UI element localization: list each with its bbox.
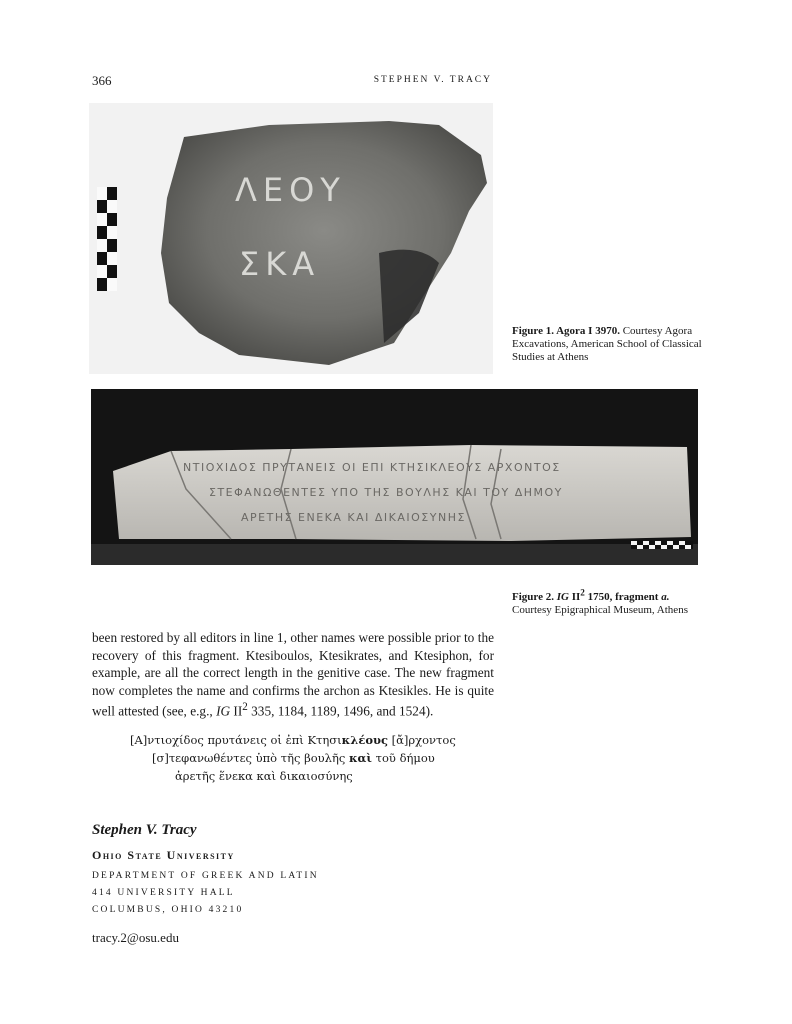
caption-ig: IG	[556, 590, 569, 603]
figure-1-caption-text: Courtesy Agora Excavations, American School of Classical Studies at Athens	[512, 325, 702, 363]
figure-2-caption-label	[512, 587, 670, 603]
greek-line-1-bold: κλέους	[341, 733, 388, 747]
greek-line-3: ἀρετῆς ἕνεκα καὶ δικαιοσύνης	[175, 769, 353, 783]
caption-roman: II	[568, 590, 581, 603]
greek-line-1-b: [ἄ]ρχοντος	[388, 733, 456, 747]
block-inscription-line-1: ΝΤΙΟΧΙΔΟΣ ΠΡΥΤΑΝΕΙΣ ΟΙ ΕΠΙ ΚΤΗΣΙΚΛΕΟΥΣ ΑΡΧΟΝΤΟΣ	[183, 461, 561, 474]
figure-2-caption-text: Courtesy Epigraphical Museum, Athens	[512, 603, 688, 616]
caption-a: a.	[661, 590, 670, 603]
greek-line-2-b: τοῦ δήμου	[371, 751, 435, 765]
figure-2-caption	[512, 586, 732, 617]
author-email[interactable]: tracy.2@osu.edu	[92, 930, 179, 945]
body-text-b: 335, 1184, 1189, 1496, and 1524).	[247, 703, 434, 719]
greek-line-1	[130, 731, 456, 749]
page-header	[92, 73, 492, 91]
author-name: Stephen V. Tracy	[92, 822, 197, 838]
figure-1-image	[89, 103, 493, 374]
body-ig-roman: II	[230, 703, 243, 719]
figure-1-photo	[89, 103, 493, 374]
figure-1-caption-label: Figure 1. Agora I 3970.	[512, 325, 620, 337]
figure-2-photo	[91, 389, 698, 565]
greek-line-2	[152, 749, 435, 767]
inscription-line-1: ΛΕΟΥ	[235, 171, 346, 209]
figure-2-image	[91, 389, 698, 565]
caption-sup: 2	[580, 587, 585, 597]
address-line-2: COLUMBUS, OHIO 43210	[92, 905, 244, 915]
running-head: STEPHEN V. TRACY	[373, 75, 492, 85]
body-text-a: been restored by all editors in line 1, other names were possible prior to the recovery of this fragment. Ktesiboulos, Ktesikrates, and Ktesiphon, for example, are all the correct length in the genitive case. The new fragment now completes the name and confirms the archon as Ktesikles. He is quite well attested (see, e.g.,	[92, 630, 494, 719]
scale-bar-2	[631, 541, 693, 549]
greek-line-2-bold: καὶ	[348, 751, 372, 765]
body-ig-sup: 2	[242, 701, 248, 714]
department: DEPARTMENT OF GREEK AND LATIN	[92, 871, 319, 881]
block-inscription-line-2: ΣΤΕΦΑΝΩΘΕΝΤΕΣ ΥΠΟ ΤΗΣ ΒΟΥΛΗΣ ΚΑΙ ΤΟΥ ΔΗΜΟΥ	[209, 486, 563, 499]
figure-1-caption	[512, 325, 712, 364]
university: Ohio State University	[92, 848, 235, 862]
greek-line-2-a: [σ]τεφανωθέντες ὑπὸ τῆς βουλῆς	[152, 751, 349, 765]
block-inscription-line-3: ΑΡΕΤΗΣ ΕΝΕΚΑ ΚΑΙ ΔΙΚΑΙΟΣΥΝΗΣ	[241, 511, 466, 524]
page-number: 366	[92, 73, 112, 88]
caption-prefix: Figure 2.	[512, 590, 557, 603]
body-paragraph	[92, 629, 494, 720]
body-ig: IG	[216, 703, 231, 719]
greek-line-1-a: [Α]ντιοχίδος πρυτάνεις οἱ ἐπὶ Κτησι	[130, 733, 342, 747]
caption-fragment: 1750, fragment	[584, 590, 662, 603]
address-line-1: 414 UNIVERSITY HALL	[92, 888, 235, 898]
inscription-line-2: ΣΚΑ	[239, 245, 321, 283]
